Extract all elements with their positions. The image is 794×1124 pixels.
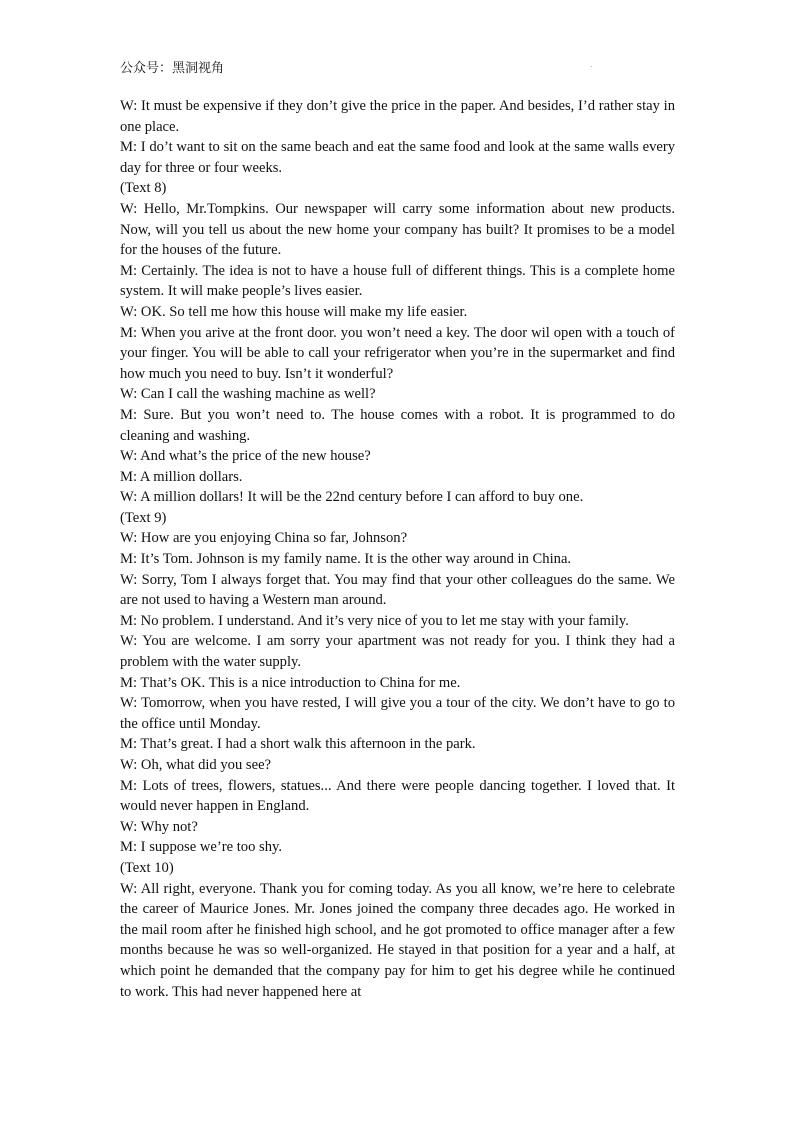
section-heading-text-10: (Text 10) (120, 859, 174, 876)
transcript-line: M: A million dollars. (120, 468, 243, 485)
transcript-line: M: Certainly. The idea is not to have a house full of different things. This is a complete home system. It will make people’s lives easier. (120, 262, 675, 300)
section-heading-text-9: (Text 9) (120, 509, 167, 526)
transcript-line: W: Can I call the washing machine as well? (120, 386, 376, 403)
transcript-line: W: It must be expensive if they don’t give the price in the paper. And besides, I’d rather stay in one place. (120, 98, 675, 135)
transcript-body (120, 96, 675, 1002)
transcript-line: W: You are welcome. I am sorry your apartment was not ready for you. I think they had a problem with the water supply. (120, 633, 675, 671)
transcript-line: W: Tomorrow, when you have rested, I will give you a tour of the city. We don’t have to go to the office until Monday. (120, 695, 675, 732)
transcript-line: W: Why not? (120, 818, 198, 835)
transcript-line: W: Oh, what did you see? (120, 757, 272, 773)
transcript-line: M: When you arive at the front door. you won’t need a key. The door wil open with a touch of your finger. You will be able to call your refrigerator when you’re in the supermarket and find how much you need to buy. Isn’t it wonderful? (120, 324, 675, 382)
transcript-line: W: All right, everyone. Thank you for coming today. As you all know, we’re here to celebrate the career of Maurice Jones. Mr. Jones joined the company three decades ago. He worked in the mail room after he finished high school, and he got promoted to office manager after a few months because he was so well-organized. He stayed in that position for a year and a half, at which point he demanded that the company pay for him to get his degree while he continued to work. This had never happened here at (120, 880, 675, 1000)
transcript-line: M: It’s Tom. Johnson is my family name. It is the other way around in China. (120, 551, 572, 568)
header-dot-mark: . (590, 60, 593, 69)
transcript-line: M: No problem. I understand. And it’s very nice of you to let me stay with your family. (120, 612, 629, 629)
transcript-line: W: And what’s the price of the new house? (120, 448, 371, 465)
transcript-line: W: Hello, Mr.Tompkins. Our newspaper will carry some information about new products. Now, will you tell us about the new home your company has built? It promises to be a model for the houses of the future. (120, 200, 675, 259)
transcript-line: M: That’s OK. This is a nice introduction to China for me. (120, 674, 461, 691)
transcript-line: W: Sorry, Tom I always forget that. You may find that your other colleagues do the same. We are not used to having a Western man around. (120, 571, 675, 609)
page-header-source: 公众号：黑洞视角 (120, 61, 225, 76)
section-heading-text-8: (Text 8) (120, 180, 167, 197)
transcript-line: W: How are you enjoying China so far, Johnson? (120, 530, 408, 547)
transcript-line: M: I suppose we’re too shy. (120, 839, 282, 856)
transcript-line: M: Sure. But you won’t need to. The house comes with a robot. It is programmed to do cleaning and washing. (120, 406, 675, 444)
transcript-line: M: Lots of trees, flowers, statues... And there were people dancing together. I loved that. It would never happen in England. (120, 777, 675, 815)
transcript-line: M: I do’t want to sit on the same beach and eat the same food and look at the same walls every day for three or four weeks. (120, 139, 675, 176)
transcript-line: W: OK. So tell me how this house will make my life easier. (120, 303, 468, 320)
transcript-line: M: That’s great. I had a short walk this afternoon in the park. (120, 736, 476, 753)
transcript-line: W: A million dollars! It will be the 22nd century before I can afford to buy one. (120, 489, 584, 506)
